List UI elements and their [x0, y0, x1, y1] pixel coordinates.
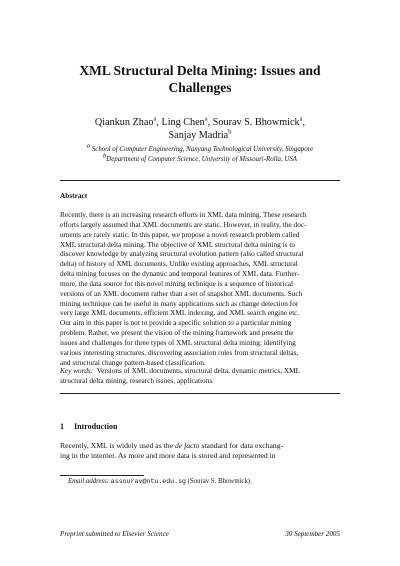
intro-text: standard for data exchang-: [201, 441, 284, 450]
footnote: [68, 478, 252, 485]
affiliation-b: [40, 152, 360, 165]
abstract-line: delta mining focuses on the dynamic and temporal features of XML data. Further-: [60, 269, 300, 279]
affiliation-mark: b: [102, 152, 107, 160]
abstract-line: issues and challenges for three types of XML structural delta mining: identifying: [60, 337, 296, 347]
keywords-label: Key words:: [60, 366, 94, 375]
abstract-line: efforts largely assumed that XML documents are static. However, in reality, the doc-: [60, 219, 307, 229]
abstract-line: delta) of history of XML documents. Unlike existing approaches, XML structural: [60, 259, 298, 269]
keywords: [60, 366, 340, 386]
footnote-rule: [60, 475, 144, 476]
intro-paragraph: [60, 441, 340, 462]
author-list: [40, 116, 360, 142]
abstract-line: and structural change pattern-based classification.: [60, 357, 206, 367]
abstract-line: uments are rarely static. In this paper, we propose a novel research problem called: [60, 229, 300, 239]
abstract-body: [60, 210, 340, 368]
abstract-line: problem. Rather, we present the vision of the mining framework and present the: [60, 328, 294, 338]
intro-text: Recently, XML is widely used as the: [60, 441, 174, 450]
intro-text: ing in the internet. As more and more data is stored and represented in: [60, 451, 276, 461]
section-heading: [60, 422, 127, 431]
abstract-line: very large XML documents, efficient XML indexing, and XML search engine etc.: [60, 308, 300, 318]
affiliation-mark: b: [228, 128, 232, 136]
footnote-text: (Sourav S. Bhowmick).: [187, 478, 252, 485]
footnote-email[interactable]: assourav@ntu.edu.sg: [110, 478, 186, 485]
affiliation-text: School of Computer Engineering, Nanyang Technological University, Singapore: [91, 146, 314, 153]
footnote-label: Email address:: [68, 478, 110, 485]
affiliation-text: Department of Computer Science, University of Missouri-Rolla, USA: [106, 156, 298, 163]
affiliation-mark: a: [299, 115, 303, 123]
abstract-line: Recently, there is an increasing research efforts in XML data mining. These research: [60, 210, 307, 219]
intro-emphasis: de facto: [174, 441, 200, 450]
paper-title: [40, 62, 360, 96]
abstract-top-rule: [60, 180, 340, 181]
abstract-line: various interesting structures, discovering association rules from structural deltas,: [60, 347, 299, 357]
abstract-line: mining technique can be useful in many applications such as change detection for: [60, 298, 299, 308]
keywords-text: structural delta mining, research issues, applications.: [60, 375, 215, 385]
author-name: Qiankun Zhao: [94, 117, 154, 128]
author-name: Sanjay Madria: [168, 130, 229, 141]
affiliation-mark: a: [153, 115, 157, 123]
abstract-bottom-rule: [60, 393, 340, 394]
affiliation-a: [40, 142, 360, 155]
author-line-2: [40, 129, 360, 142]
affiliations: [40, 142, 360, 165]
author-line-1: Qiankun Zhao$^a$, Ling Chen$^a$, Sourav S. Bhowmick$^a$,: [94, 115, 306, 128]
keywords-text: Versions of XML documents, structural delta, dynamic metrics, XML: [96, 366, 301, 375]
abstract-line: more, the data source for this novel mining technique is a sequence of historical: [60, 278, 294, 288]
title-line-2: Challenges: [168, 80, 232, 95]
abstract-line: versions of an XML document rather than a set of snapshot XML documents. Such: [60, 288, 303, 298]
author-name: Sourav S. Bhowmick: [212, 117, 300, 128]
title-line-1: XML Structural Delta Mining: Issues and: [79, 63, 321, 78]
abstract-heading: Abstract: [60, 191, 88, 200]
preprint-note: Preprint submitted to Elsevier Science: [60, 530, 169, 538]
section-number: 1: [60, 422, 64, 431]
preprint-date: 30 September 2005: [285, 530, 340, 538]
author-name: Ling Chen: [161, 117, 205, 128]
section-title: Introduction: [74, 422, 118, 431]
abstract-line: XML structural delta mining. The objective of XML structural delta mining is to: [60, 239, 296, 249]
affiliation-mark: a: [204, 115, 208, 123]
affiliation-mark: a: [86, 142, 91, 150]
abstract-line: Our aim in this paper is not to provide a specific solution to a particular mining: [60, 318, 292, 328]
abstract-line: discover knowledge by analyzing structural evolution pattern (also called structural: [60, 249, 304, 259]
